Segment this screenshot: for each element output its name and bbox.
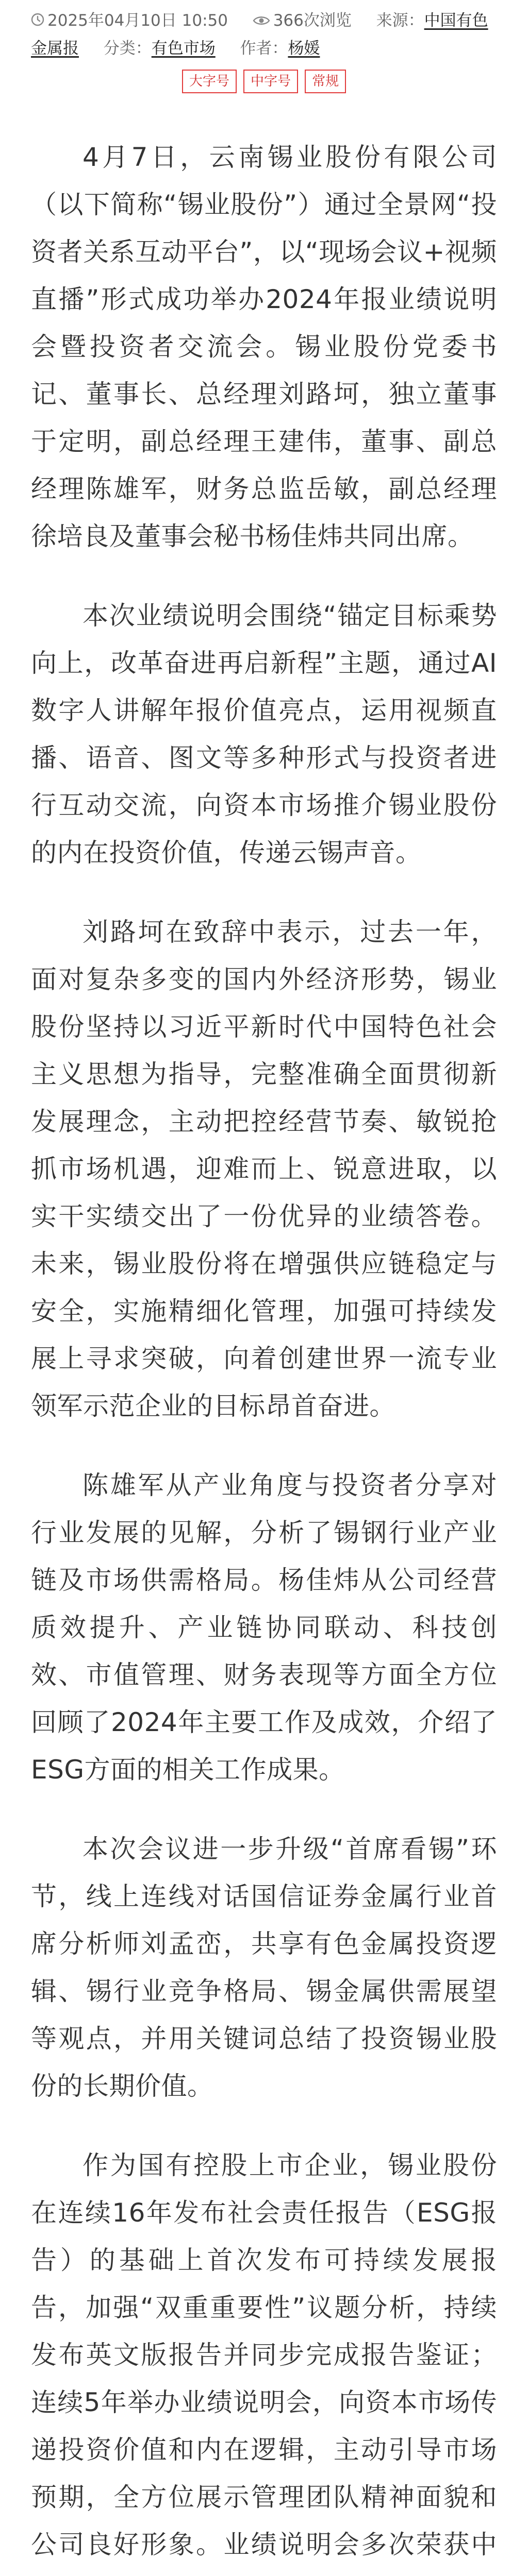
view-count: 366次浏览 (273, 11, 352, 30)
category-label: 分类： (103, 39, 152, 58)
article-paragraph: 陈雄军从产业角度与投资者分享对行业发展的见解，分析了锡钢行业产业链及市场供需格局。杨佳炜从公司经营质效提升、产业链协同联动、科技创效、市值管理、财务表现等方面全方位回顾了2024年主要工作及成效，介绍了ESG方面的相关工作成果。 (31, 1470, 497, 1785)
author-label: 作者： (240, 39, 288, 58)
font-size-switcher (0, 62, 528, 93)
source-label: 来源： (376, 11, 424, 30)
article-meta (0, 0, 528, 62)
author-link[interactable]: 杨媛 (288, 39, 320, 58)
font-size-medium-button[interactable]: 中字号 (243, 70, 298, 93)
article-paragraph: 刘路坷在致辞中表示，过去一年，面对复杂多变的国内外经济形势，锡业股份坚持以习近平新时代中国特色社会主义思想为指导，完整准确全面贯彻新发展理念，主动把控经营节奏、敏锐抢抓市场机遇，迎难而上、锐意进取，以实干实绩交出了一份优异的业绩答卷。未来，锡业股份将在增强供应链稳定与安全，实施精细化管理，加强可持续发展上寻求突破，向着创建世界一流专业领军示范企业的目标昂首奋进。 (31, 917, 497, 1421)
article-paragraph: 本次会议进一步升级“首席看锡”环节，线上连线对话国信证券金属行业首席分析师刘孟峦，共享有色金属投资逻辑、锡行业竞争格局、锡金属供需展望等观点，并用关键词总结了投资锡业股份的长期价值。 (31, 1834, 497, 2101)
clock-icon (31, 8, 44, 35)
article-paragraph: 作为国有控股上市企业，锡业股份在连续16年发布社会责任报告（ESG报告）的基础上首次发布可持续发展报告，加强“双重重要性”议题分析，持续发布英文版报告并同步完成报告鉴证；连续5年举办业绩说明会，向资本市场传递投资价值和内在逻辑，主动引导市场预期，全方位展示管理团队精神面貌和公司良好形象。业绩说明会多次荣获中 (31, 2150, 497, 2560)
article-paragraph: 本次业绩说明会围绕“锚定目标乘势向上，改革奋进再启新程”主题，通过AI数字人讲解年报价值亮点，运用视频直播、语音、图文等多种形式与投资者进行互动交流，向资本市场推介锡业股份的内在投资价值，传递云锡声音。 (31, 601, 497, 868)
font-size-normal-button[interactable]: 常规 (305, 70, 346, 93)
eye-icon (253, 8, 270, 35)
article-body (0, 93, 528, 2576)
category-link[interactable]: 有色市场 (151, 39, 216, 58)
article-paragraph: 4月7日，云南锡业股份有限公司（以下简称“锡业股份”）通过全景网“投资者关系互动平台”，以“现场会议+视频直播”形式成功举办2024年报业绩说明会暨投资者交流会。锡业股份党委书记、董事长、总经理刘路坷，独立董事于定明，副总经理王建伟，董事、副总经理陈雄军，财务总监岳敏，副总经理徐培良及董事会秘书杨佳炜共同出席。 (31, 142, 497, 551)
publish-date: 2025年04月10日 10:50 (47, 11, 228, 30)
source-link[interactable]: 中国有色金属报 (31, 11, 488, 58)
font-size-large-button[interactable]: 大字号 (182, 70, 237, 93)
